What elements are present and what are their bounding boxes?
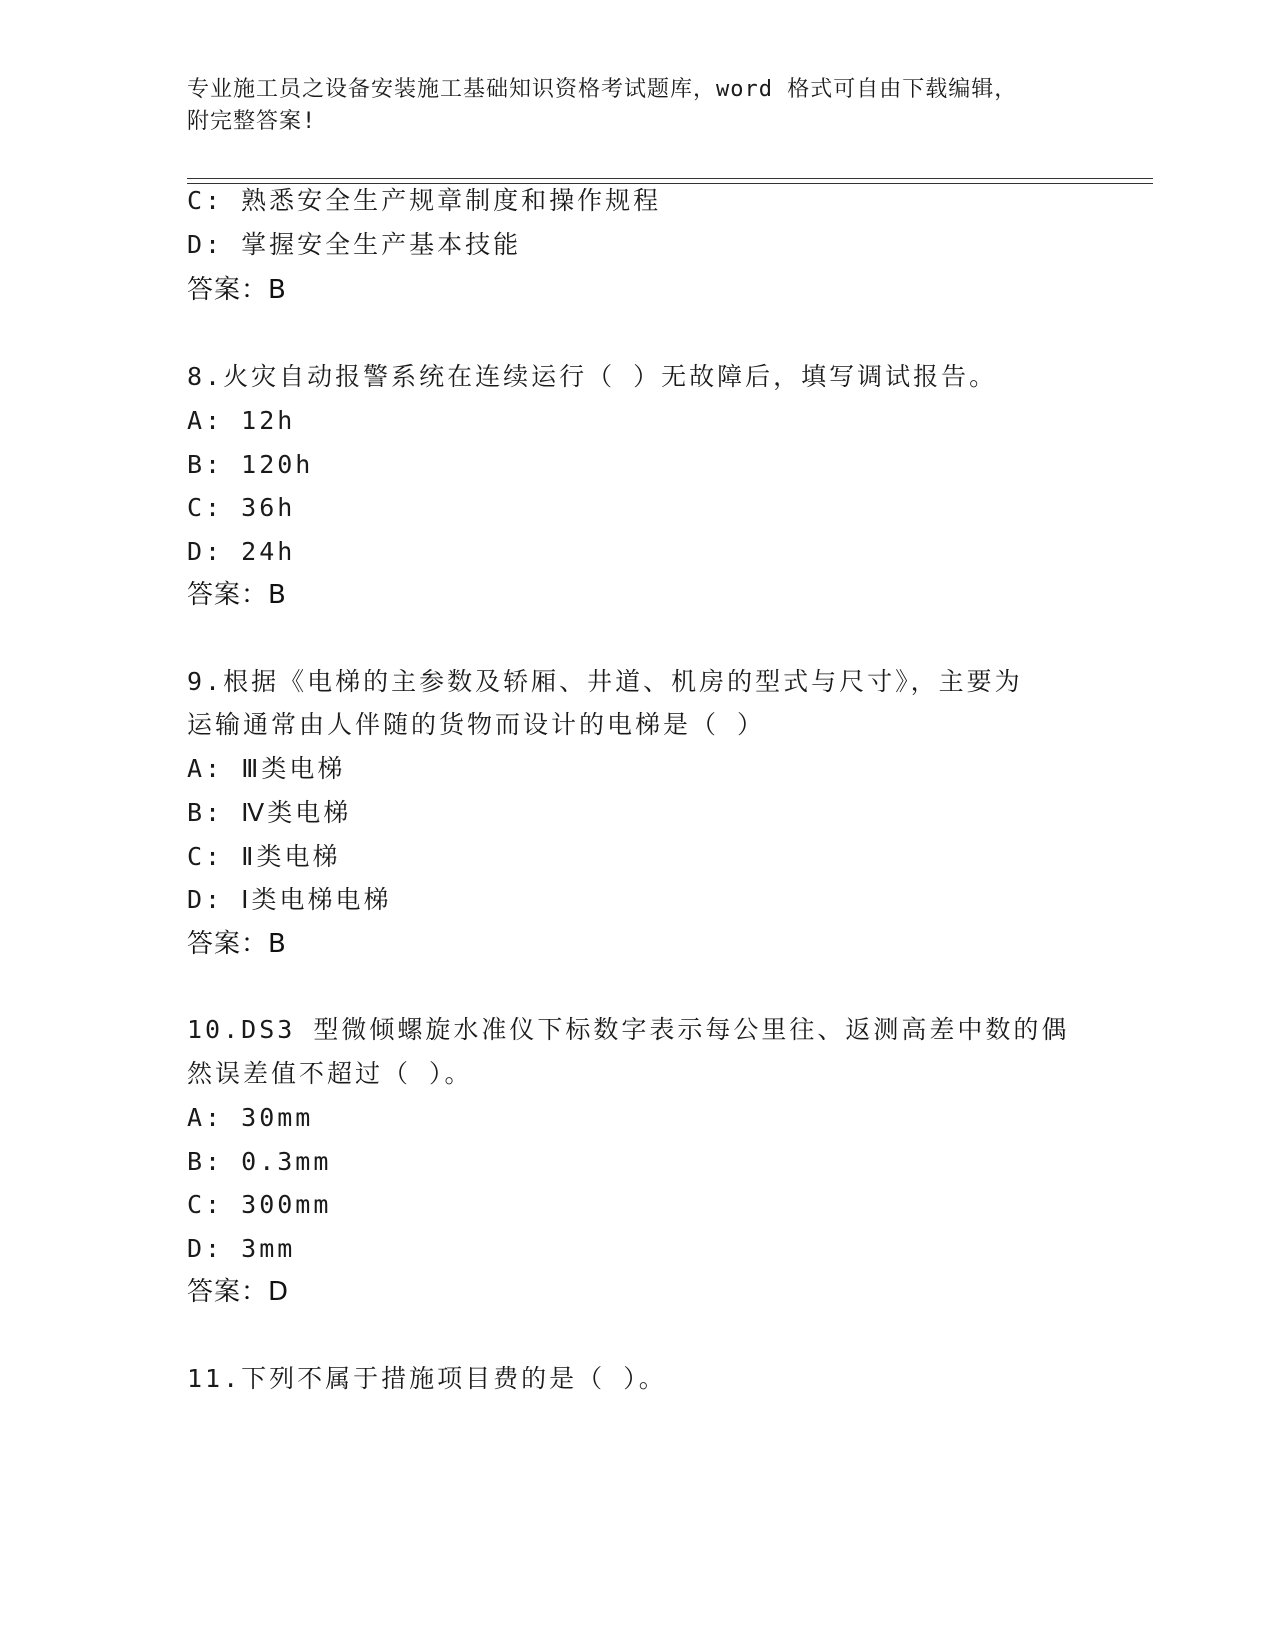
document-header (187, 74, 1067, 138)
q10-option-d: D: 3mm (187, 1234, 296, 1263)
q9-option-d: D: Ⅰ类电梯电梯 (187, 885, 392, 914)
q10-question-line-2: 然误差值不超过（ ）。 (187, 1059, 473, 1088)
q9-answer: 答案：B (187, 929, 287, 959)
q9-question-line-1: 9.根据《电梯的主参数及轿厢、井道、机房的型式与尺寸》，主要为 (187, 667, 1023, 696)
prev-option-c: C: 熟悉安全生产规章制度和操作规程 (187, 186, 662, 215)
q10-question-line-1: 10.DS3 型微倾螺旋水准仪下标数字表示每公里往、返测高差中数的偶 (187, 1015, 1070, 1044)
q10-option-b: B: 0.3mm (187, 1147, 332, 1176)
q10-option-c: C: 300mm (187, 1190, 332, 1219)
q9-option-a: A: Ⅲ类电梯 (187, 754, 346, 783)
q8-option-a: A: 12h (187, 406, 296, 435)
q10-answer: 答案：D (187, 1277, 290, 1307)
q9-question-line-2: 运输通常由人伴随的货物而设计的电梯是（ ） (187, 710, 766, 739)
q10-option-a: A: 30mm (187, 1103, 314, 1132)
q8-option-b: B: 120h (187, 450, 314, 479)
q11-question: 11.下列不属于措施项目费的是（ ）。 (187, 1364, 667, 1393)
prev-option-d: D: 掌握安全生产基本技能 (187, 230, 522, 259)
header-title-line-2: 附完整答案! (187, 109, 317, 134)
prev-answer: 答案：B (187, 275, 287, 305)
header-title-line-1: 专业施工员之设备安装施工基础知识资格考试题库，word 格式可自由下载编辑， (187, 77, 1018, 102)
q9-option-b: B: Ⅳ类电梯 (187, 798, 352, 827)
q9-option-c: C: Ⅱ类电梯 (187, 842, 341, 871)
q8-option-d: D: 24h (187, 537, 296, 566)
q8-answer: 答案：B (187, 580, 287, 610)
q8-question: 8.火灾自动报警系统在连续运行（ ）无故障后，填写调试报告。 (187, 362, 998, 391)
q8-option-c: C: 36h (187, 493, 296, 522)
